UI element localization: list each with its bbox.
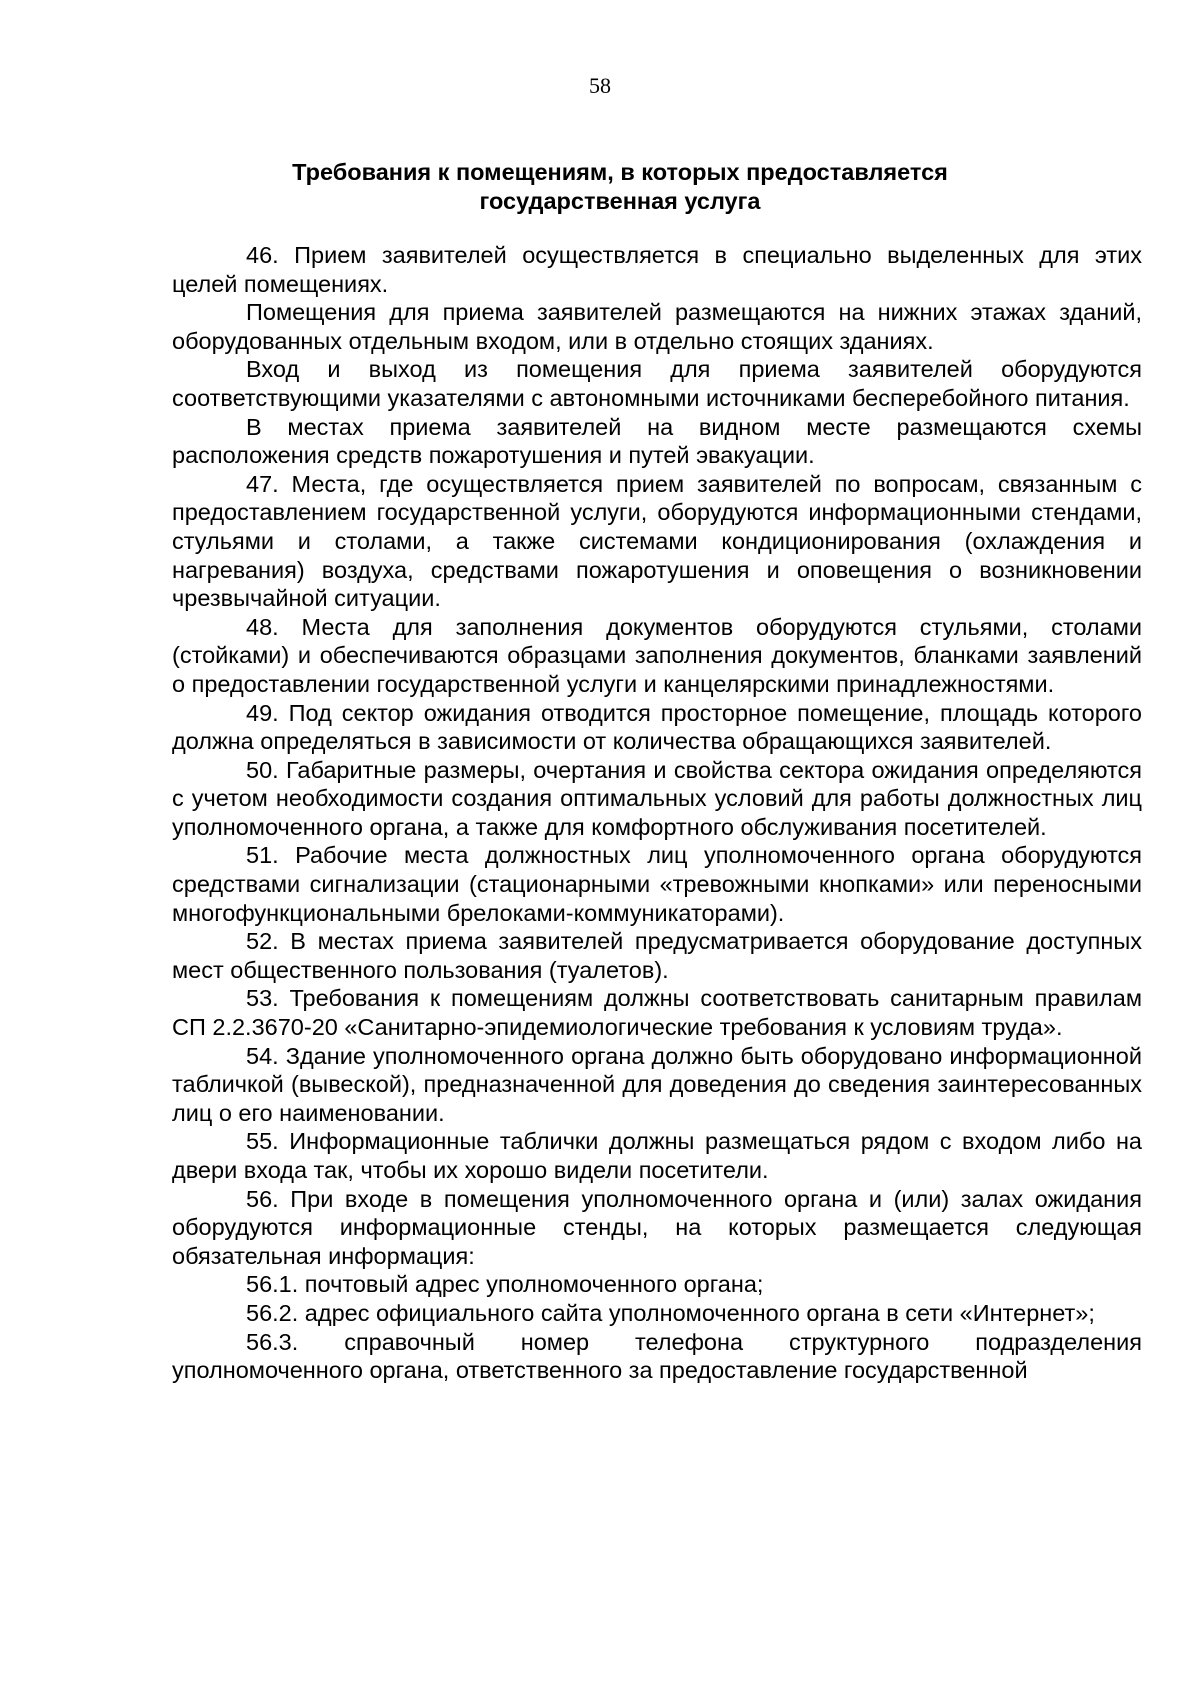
paragraph-46-rooms: Помещения для приема заявителей размещаются на нижних этажах зданий, оборудованных отдельным входом, или в отдельно стоящих зданиях.: [172, 299, 1142, 354]
paragraph-54: 54. Здание уполномоченного органа должно быть оборудовано информационной табличкой (вывеской), предназначенной для доведения до сведения заинтересованных лиц о его наименовании.: [172, 1042, 1142, 1126]
page-number: 58: [589, 73, 611, 98]
paragraph-52: 52. В местах приема заявителей предусматривается оборудование доступных мест общественного пользования (туалетов).: [172, 928, 1142, 983]
paragraph-56-2: 56.2. адрес официального сайта уполномоченного органа в сети «Интернет»;: [246, 1299, 1095, 1326]
paragraph-49: 49. Под сектор ожидания отводится просторное помещение, площадь которого должна определяться в зависимости от количества обращающихся заявителей.: [172, 699, 1142, 755]
paragraph-55: 55. Информационные таблички должны размещаться рядом с входом либо на двери входа так, чтобы их хорошо видели посетители.: [172, 1128, 1142, 1183]
paragraph-46: 46. Прием заявителей осуществляется в специально выделенных для этих целей помещениях.: [172, 242, 1142, 297]
paragraph-56-3: 56.3. справочный номер телефона структурного подразделения уполномоченного органа, ответственного за предоставление государственной: [172, 1328, 1142, 1384]
paragraph-50: 50. Габаритные размеры, очертания и свойства сектора ожидания определяются с учетом необходимости создания оптимальных условий для работы должностных лиц уполномоченного органа, а также для комфортного обслуживания посетителей.: [172, 756, 1142, 840]
paragraph-51: 51. Рабочие места должностных лиц уполномоченного органа оборудуются средствами сигнализации (стационарными «тревожными кнопками» или переносными многофункциональными брелоками-коммуникаторами).: [172, 842, 1142, 926]
paragraph-46-entrance: Вход и выход из помещения для приема заявителей оборудуются соответствующими указателями с автономными источниками бесперебойного питания.: [172, 356, 1142, 411]
section-title-line-2: государственная услуга: [479, 188, 761, 214]
body-text: [172, 241, 1142, 1385]
paragraph-48: 48. Места для заполнения документов оборудуются стульями, столами (стойками) и обеспечиваются образцами заполнения документов, бланками заявлений о предоставлении государственной услуги и канцелярскими принадлежностями.: [172, 613, 1142, 697]
section-title-line-1: Требования к помещениям, в которых предоставляется: [292, 159, 948, 185]
paragraph-56: 56. При входе в помещения уполномоченного органа и (или) залах ожидания оборудуются информационные стенды, на которых размещается следующая обязательная информация:: [172, 1185, 1142, 1269]
paragraph-53: 53. Требования к помещениям должны соответствовать санитарным правилам СП 2.2.3670-20 «Санитарно-эпидемиологические требования к условиям труда».: [172, 985, 1142, 1041]
paragraph-56-1: 56.1. почтовый адрес уполномоченного органа;: [246, 1271, 764, 1298]
paragraph-47: 47. Места, где осуществляется прием заявителей по вопросам, связанным с предоставлением государственной услуги, оборудуются информационными стендами, стульями и столами, а также системами кондиционирования (охлаждения и нагревания) воздуха, средствами пожаротушения и оповещения о возникновении чрезвычайной ситуации.: [172, 470, 1142, 612]
section-title: [240, 158, 1000, 216]
paragraph-46-schemes: В местах приема заявителей на видном месте размещаются схемы расположения средств пожаротушения и путей эвакуации.: [172, 413, 1142, 469]
